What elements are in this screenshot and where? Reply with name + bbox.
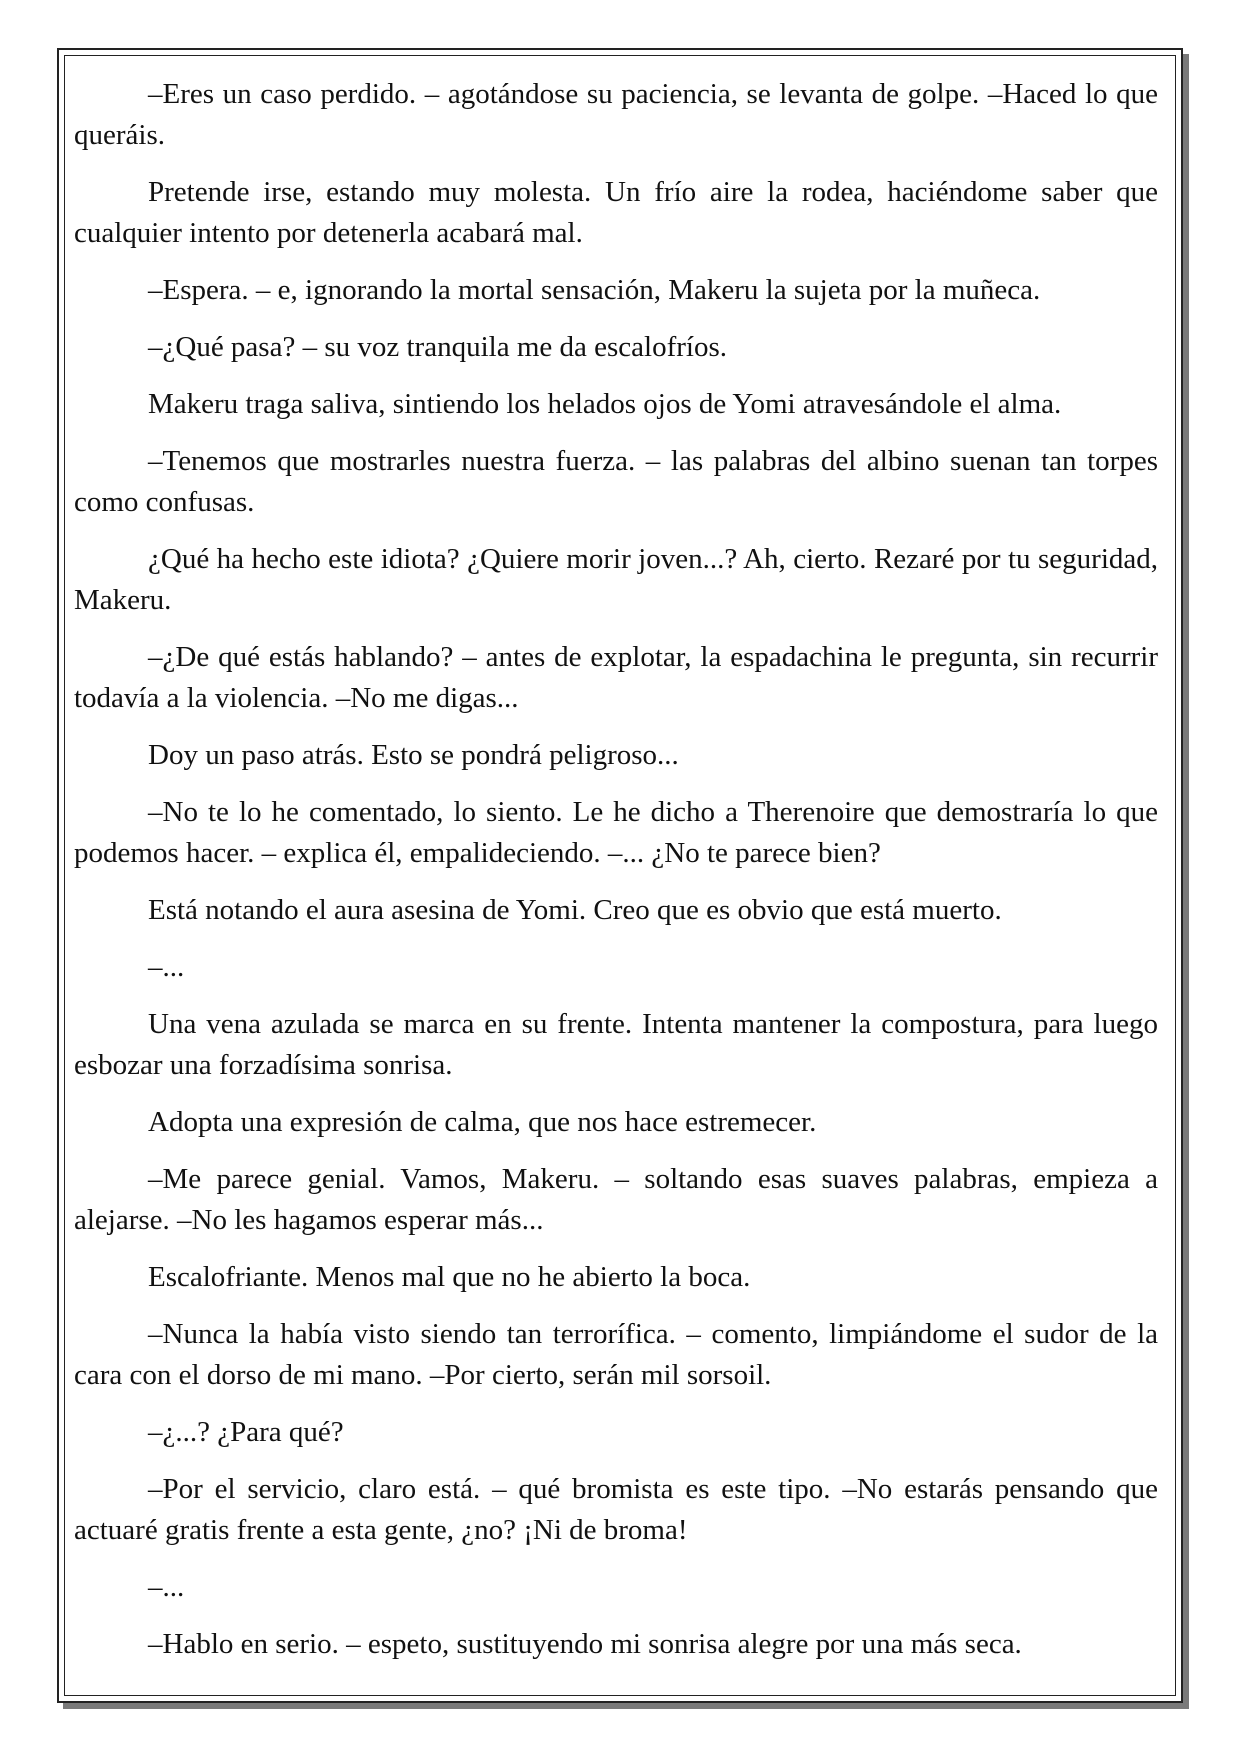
paragraph: –Hablo en serio. – espeto, sustituyendo mi sonrisa alegre por una más seca. bbox=[148, 1628, 1022, 1660]
paragraph: Adopta una expresión de calma, que nos hace estremecer. bbox=[148, 1106, 817, 1138]
page-body bbox=[74, 74, 1158, 1681]
paragraph: –Tenemos que mostrarles nuestra fuerza. – las palabras del albino suenan tan torpes como confusas. bbox=[74, 445, 1158, 518]
paragraph: –... bbox=[148, 951, 185, 983]
paragraph: –Eres un caso perdido. – agotándose su paciencia, se levanta de golpe. –Haced lo que queráis. bbox=[74, 78, 1158, 151]
paragraph: Pretende irse, estando muy molesta. Un frío aire la rodea, haciéndome saber que cualquier intento por detenerla acabará mal. bbox=[74, 176, 1158, 249]
paragraph: Doy un paso atrás. Esto se pondrá peligroso... bbox=[148, 739, 679, 771]
paragraph: Está notando el aura asesina de Yomi. Creo que es obvio que está muerto. bbox=[148, 894, 1002, 926]
paragraph: –... bbox=[148, 1571, 185, 1603]
paragraph: –Me parece genial. Vamos, Makeru. – soltando esas suaves palabras, empieza a alejarse. –No les hagamos esperar más... bbox=[74, 1163, 1158, 1236]
paragraph: –Nunca la había visto siendo tan terrorífica. – comento, limpiándome el sudor de la cara con el dorso de mi mano. –Por cierto, serán mil sorsoil. bbox=[74, 1318, 1158, 1391]
paragraph: –Espera. – e, ignorando la mortal sensación, Makeru la sujeta por la muñeca. bbox=[148, 274, 1041, 306]
paragraph: –¿Qué pasa? – su voz tranquila me da escalofríos. bbox=[148, 331, 727, 363]
paragraph: –No te lo he comentado, lo siento. Le he dicho a Therenoire que demostraría lo que podemos hacer. – explica él, empalideciendo. –... ¿No te parece bien? bbox=[74, 796, 1158, 869]
paragraph: –Por el servicio, claro está. – qué bromista es este tipo. –No estarás pensando que actuaré gratis frente a esta gente, ¿no? ¡Ni de broma! bbox=[74, 1473, 1158, 1546]
paragraph: Una vena azulada se marca en su frente. Intenta mantener la compostura, para luego esbozar una forzadísima sonrisa. bbox=[74, 1008, 1158, 1081]
paragraph: ¿Qué ha hecho este idiota? ¿Quiere morir joven...? Ah, cierto. Rezaré por tu seguridad, Makeru. bbox=[74, 543, 1158, 616]
paragraph: –¿De qué estás hablando? – antes de explotar, la espadachina le pregunta, sin recurrir todavía a la violencia. –No me digas... bbox=[74, 641, 1158, 714]
paragraph: Escalofriante. Menos mal que no he abierto la boca. bbox=[148, 1261, 751, 1293]
paragraph: Makeru traga saliva, sintiendo los helados ojos de Yomi atravesándole el alma. bbox=[148, 388, 1062, 420]
paragraph: –¿...? ¿Para qué? bbox=[148, 1416, 344, 1448]
